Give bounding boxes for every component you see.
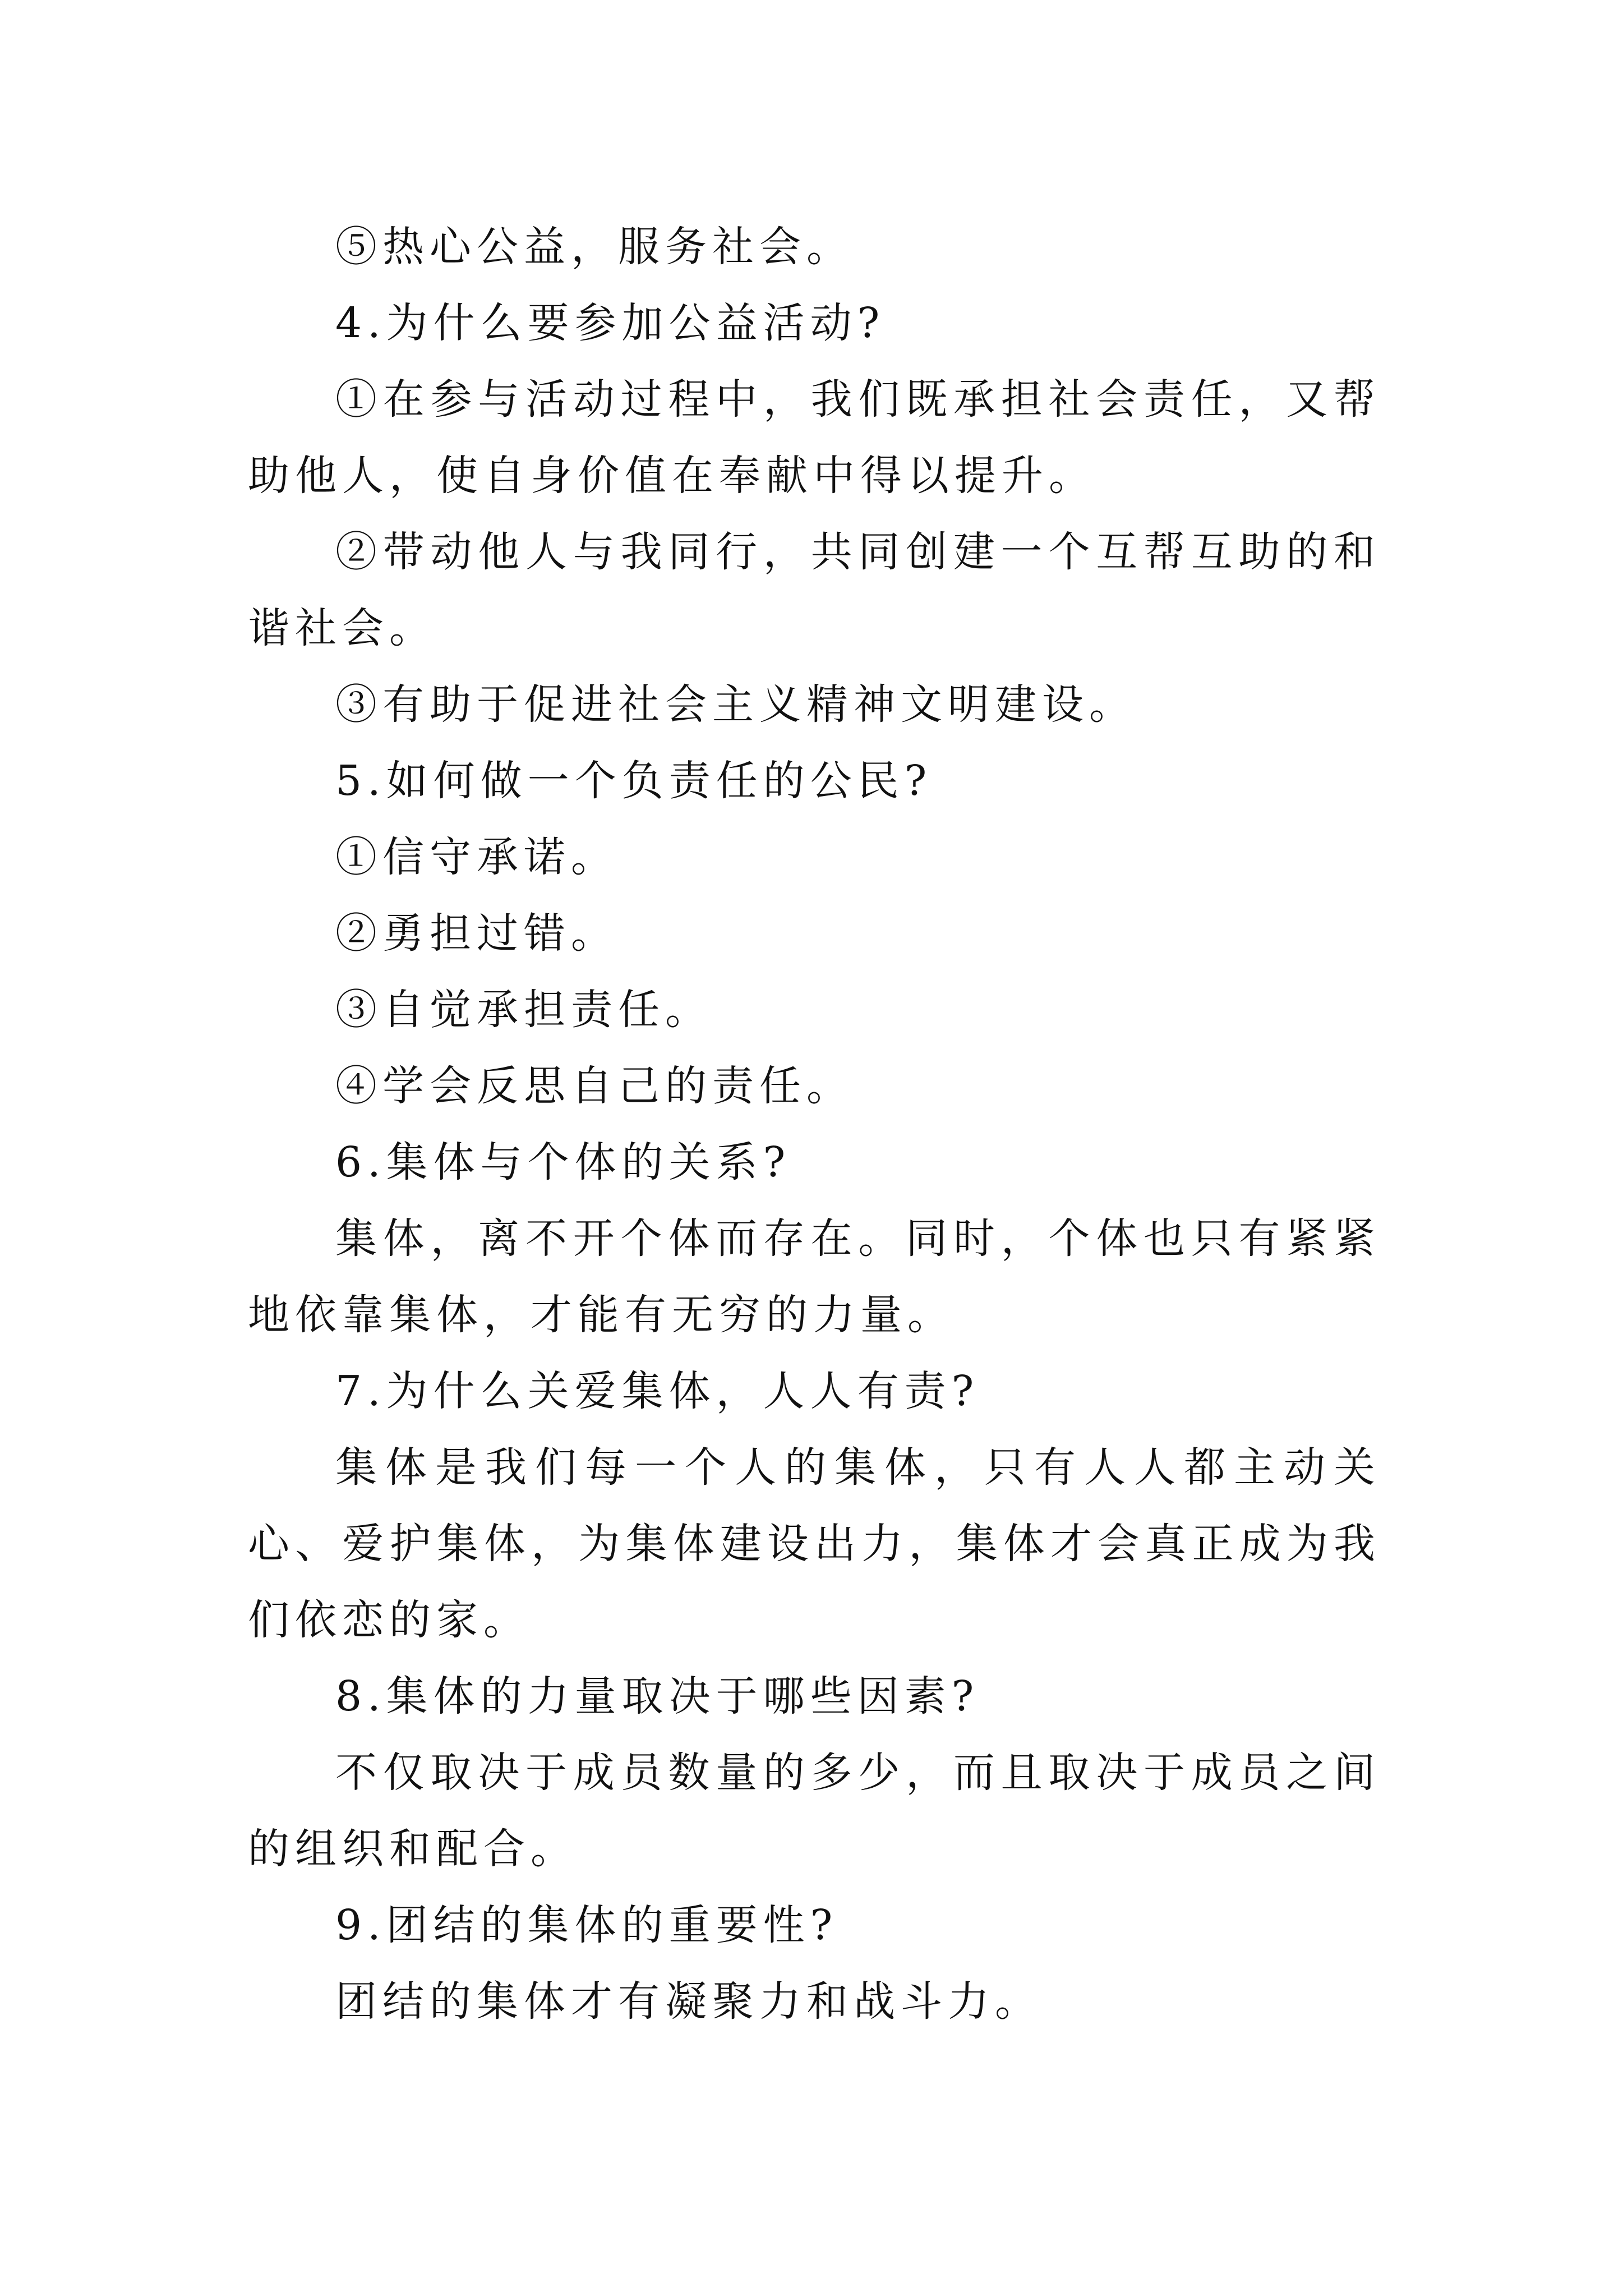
answer-item-1: ①信守承诺。 [335, 833, 618, 881]
question-7: 7.为什么关爱集体，人人有责? [335, 1367, 980, 1415]
answer-item-5: ⑤热心公益，服务社会。 [335, 223, 854, 271]
question-5: 5.如何做一个负责任的公民? [335, 757, 933, 805]
document-body [248, 209, 1381, 2040]
answer-item-3: ③自觉承担责任。 [335, 986, 712, 1034]
question-9: 9.团结的集体的重要性? [335, 1901, 838, 1949]
question-4: 4.为什么要参加公益活动? [335, 299, 886, 347]
answer-item-2: ②带动他人与我同行，共同创建一个互帮互助的和谐社会。 [248, 528, 1381, 652]
answer-paragraph: 不仅取决于成员数量的多少，而且取决于成员之间的组织和配合。 [248, 1749, 1381, 1873]
answer-item-4: ④学会反思自己的责任。 [335, 1062, 854, 1110]
answer-item-2: ②勇担过错。 [335, 909, 618, 958]
question-6: 6.集体与个体的关系? [335, 1138, 791, 1186]
answer-item-1: ①在参与活动过程中，我们既承担社会责任，又帮助他人，使自身价值在奉献中得以提升。 [248, 375, 1381, 500]
answer-item-3: ③有助于促进社会主义精神文明建设。 [335, 680, 1136, 729]
answer-paragraph: 团结的集体才有凝聚力和战斗力。 [335, 1977, 1042, 2026]
answer-paragraph: 集体，离不开个体而存在。同时，个体也只有紧紧地依靠集体，才能有无穷的力量。 [248, 1214, 1381, 1339]
answer-paragraph: 集体是我们每一个人的集体，只有人人都主动关心、爱护集体，为集体建设出力，集体才会真正成为我们依恋的家。 [248, 1443, 1381, 1644]
question-8: 8.集体的力量取决于哪些因素? [335, 1672, 980, 1720]
